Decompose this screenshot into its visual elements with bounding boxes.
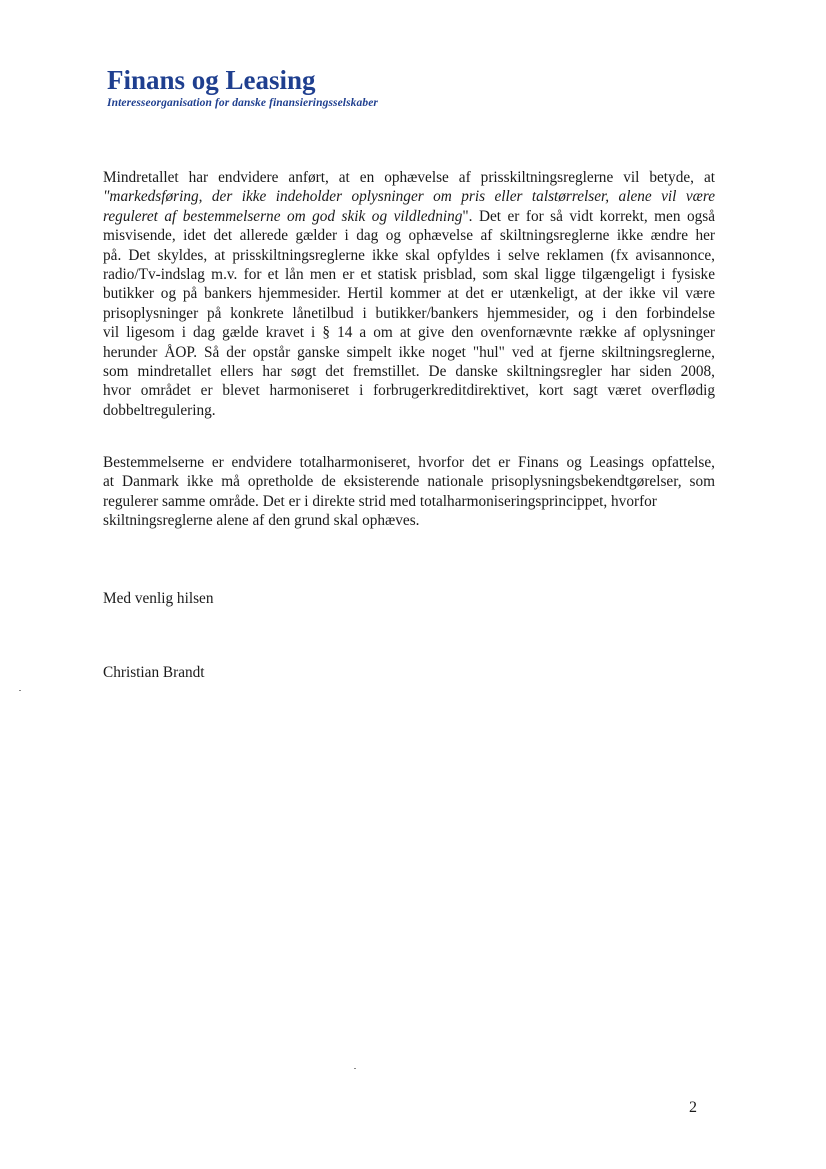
text-line: regulerer samme område. Det er i direkte strid med totalharmoniseringsprincippet, hvorfor — [103, 492, 657, 510]
text-line: på. Det skyldes, at prisskiltningsreglerne ikke skal opfyldes i selve reklamen (fx avisannonce, — [103, 246, 715, 264]
text-line — [103, 207, 715, 226]
text-segment: ". Det er for så vidt korrekt, men også — [462, 207, 715, 225]
closing-greeting: Med venlig hilsen — [103, 590, 214, 607]
page-number: 2 — [689, 1099, 697, 1116]
text-line: hvor området er blevet harmoniseret i forbrugerkreditdirektivet, kort sagt været overflødig — [103, 382, 715, 400]
letterhead — [107, 64, 378, 110]
organization-name: Finans og Leasing — [107, 65, 316, 95]
text-line: radio/Tv-indslag m.v. for et lån men er et statisk prisblad, som skal ligge tilgængeligt i fysiske — [103, 266, 715, 284]
text-line: at Danmark ikke må opretholde de eksisterende nationale prisoplysningsbekendtgørelser, som — [103, 473, 715, 491]
signature-name: Christian Brandt — [103, 664, 205, 681]
text-line: prisoplysninger på konkrete lånetilbud i butikker/bankers hjemmesider, og i den forbindelse — [103, 304, 715, 322]
text-line: Bestemmelserne er endvidere totalharmoniseret, hvorfor det er Finans og Leasings opfattelse, — [103, 454, 715, 471]
text-line: butikker og på bankers hjemmesider. Hertil kommer at det er utænkeligt, at der ikke vil være — [103, 285, 715, 303]
text-line: misvisende, idet det allerede gælder i dag og ophævelse af skiltningsreglerne ikke ændre her — [103, 227, 715, 245]
scan-speck — [354, 1068, 356, 1069]
text-line: som mindretallet ellers har søgt det fremstillet. De danske skiltningsregler har siden 2008, — [103, 363, 715, 381]
scan-speck — [19, 690, 21, 691]
quoted-text-segment: reguleret af bestemmelserne om god skik og vildledning — [103, 207, 463, 225]
organization-tagline: Interesseorganisation for danske finansieringsselskaber — [107, 97, 378, 109]
paragraph-total-harmonisation — [103, 453, 715, 531]
text-line: Mindretallet har endvidere anført, at en ophævelse af prisskiltningsreglerne vil betyde, at — [103, 169, 715, 186]
quoted-text-line: "markedsføring, der ikke indeholder oplysninger om pris eller talstørrelser, alene vil være — [103, 188, 715, 206]
text-line: vil ligesom i dag gælde kravet i § 14 a om at give den ovenfornævnte række af oplysninger — [103, 324, 715, 342]
text-line: herunder ÅOP. Så der opstår ganske simpelt ikke noget "hul" ved at fjerne skiltningsreglerne, — [103, 343, 715, 361]
text-line: skiltningsreglerne alene af den grund skal ophæves. — [103, 512, 420, 530]
text-line: dobbeltregulering. — [103, 401, 216, 419]
paragraph-minority-argument — [103, 168, 715, 420]
